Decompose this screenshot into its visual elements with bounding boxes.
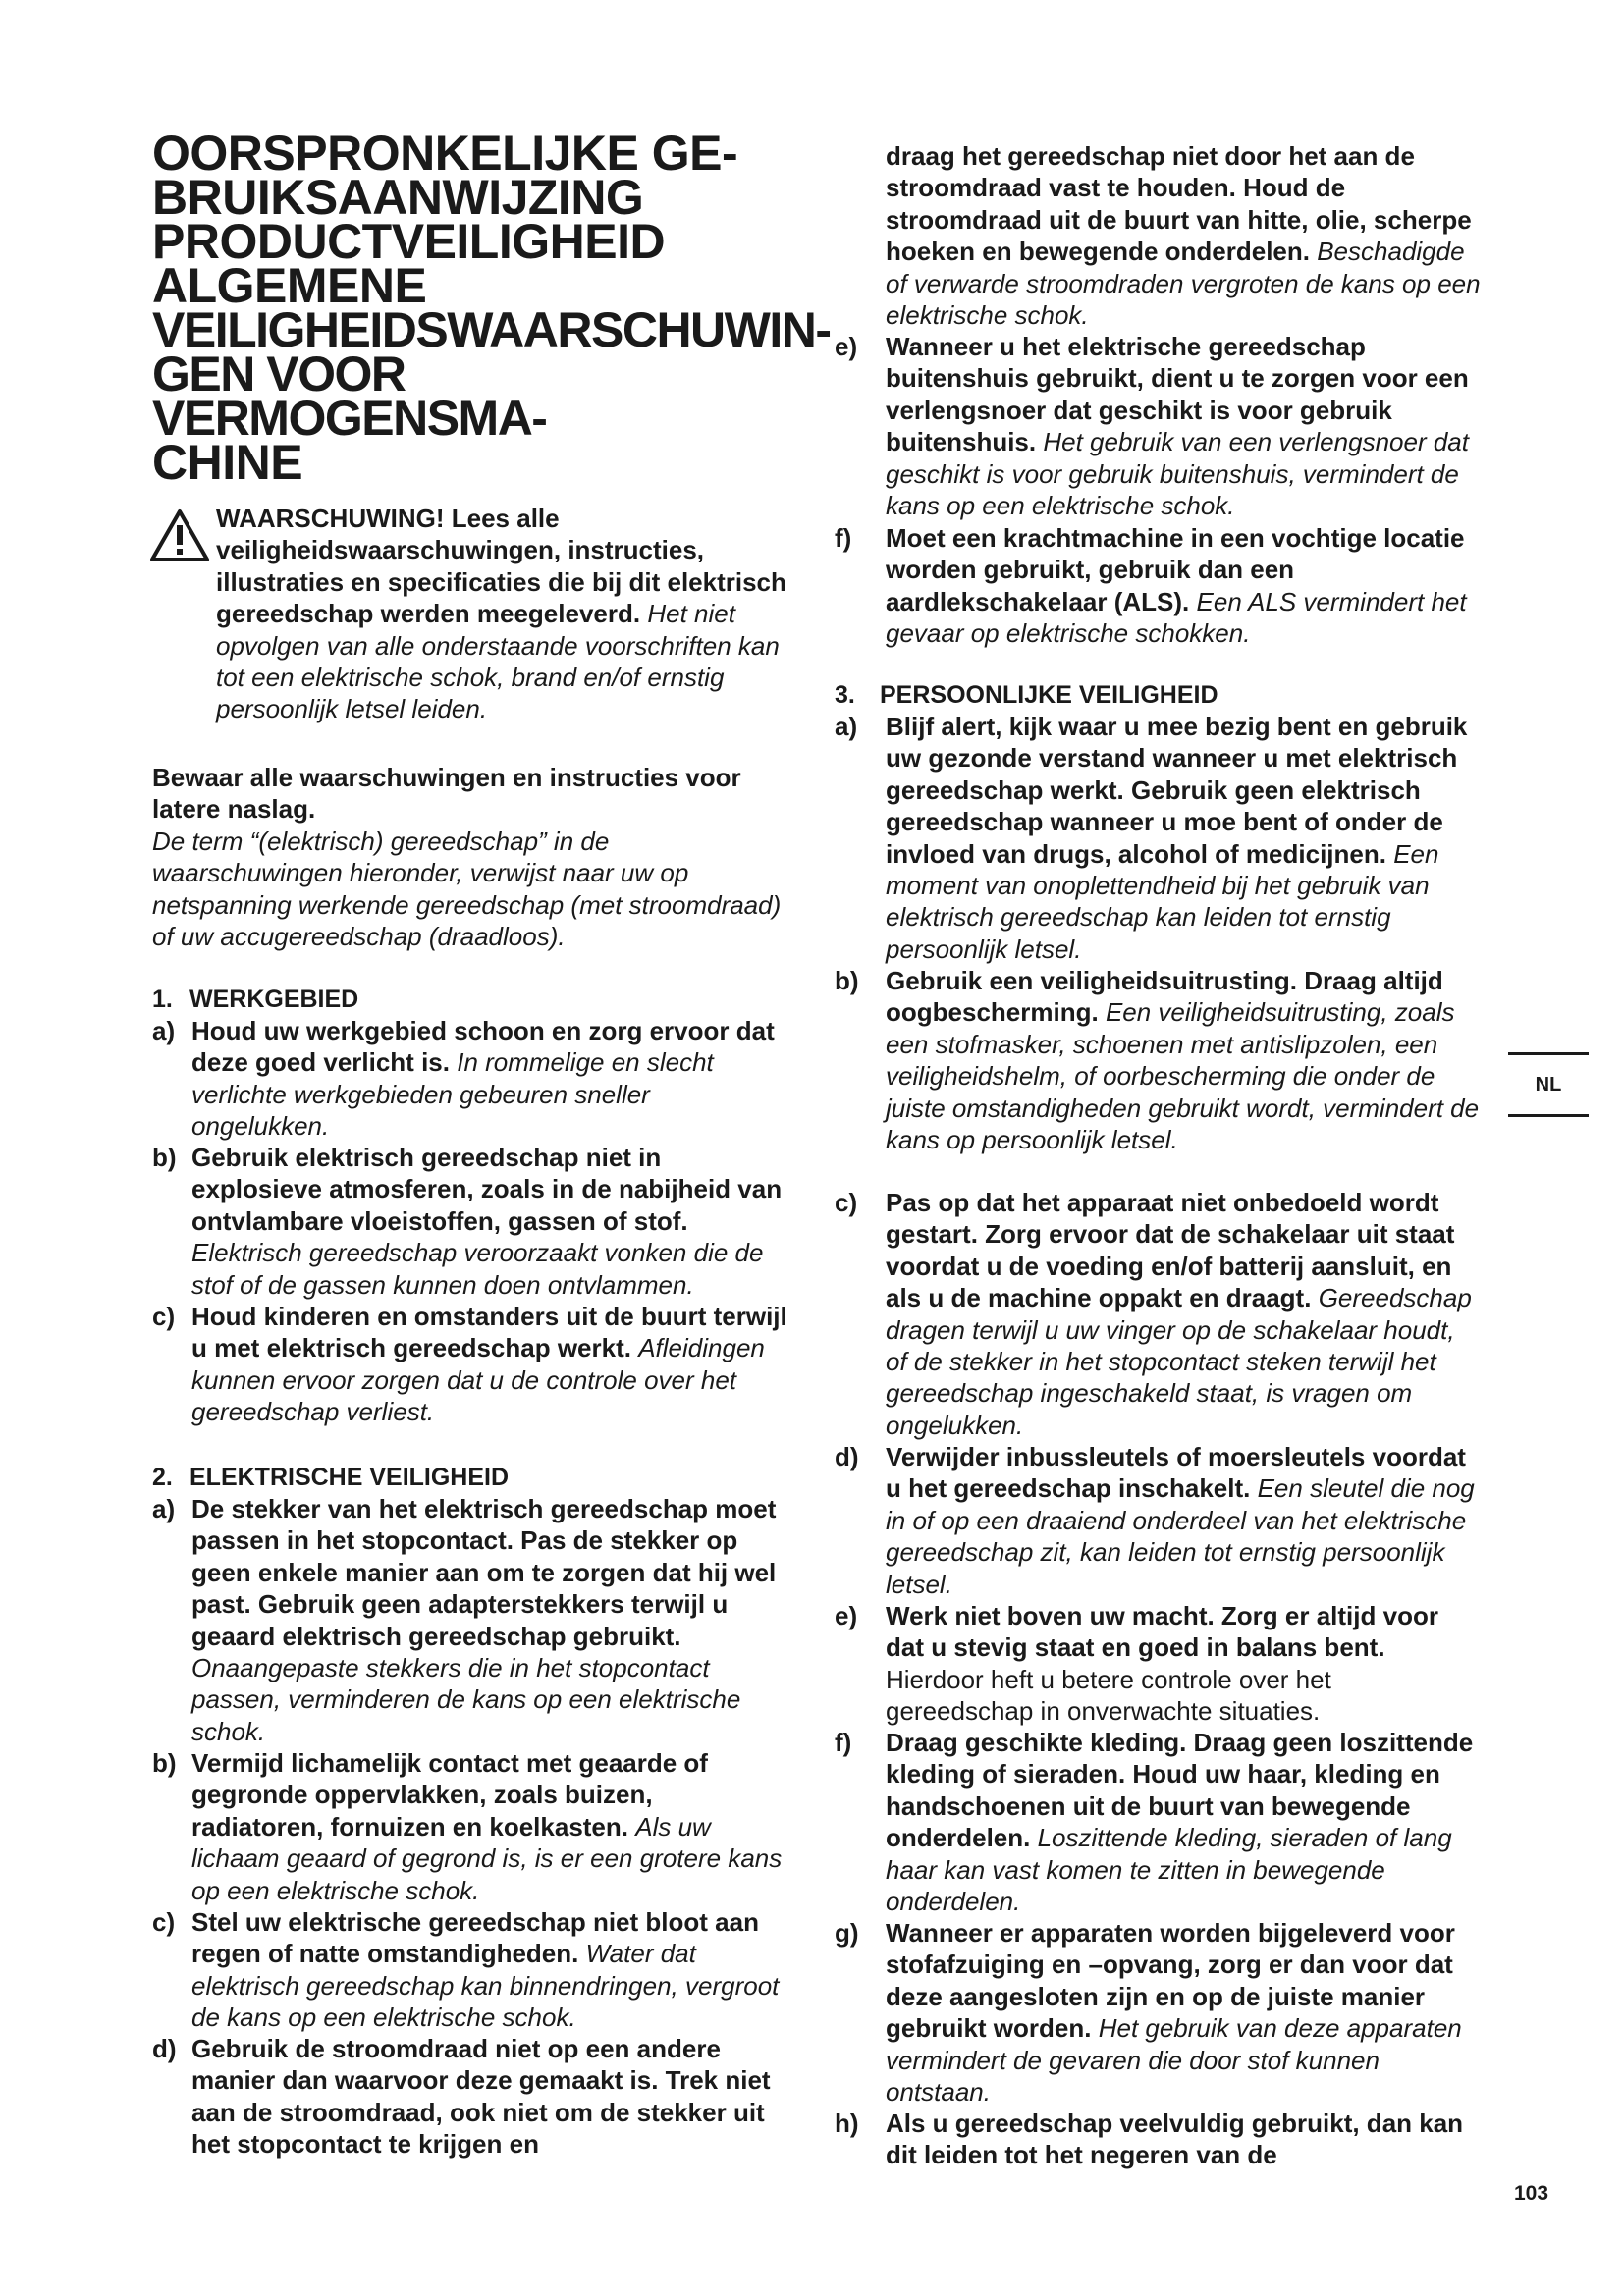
item-bold-text: Moet een krachtmachine in een vochtige locatie worden gebruikt, gebruik dan een aardlekschakelaar (ALS). [886,523,1465,616]
item-italic-text: Loszittende kleding, sieraden of lang haar kan vast komen te zitten in bewegende onderdelen. [886,1823,1452,1917]
item-bold-text: draag het gereedschap niet door het aan de stroomdraad vast te houden. Houd de stroomdraad uit de buurt van hitte, olie, scherpe hoeken en bewegende onderdelen. [886,141,1472,267]
item-label: a) [152,1016,176,1045]
item-label: d) [835,1442,859,1471]
section-heading-2 [152,1462,509,1493]
item-italic-text: Een moment van onoplettendheid bij het gebruik van elektrisch gereedschap kan leiden tot ernstig persoonlijk letsel. [886,838,1439,964]
item-bold-text: Wanneer u het elektrische gereedschap buitenshuis gebruikt, dient u te zorgen voor een verlengsnoer dat geschikt is voor gebruik buitenshuis. [886,332,1469,457]
item-italic-text: Gereedschap dragen terwijl u uw vinger op de schakelaar houdt, of de stekker in het stopcontact steken terwijl het gereedschap ingeschakeld staat, is vragen om ongelukken. [886,1283,1472,1440]
item-italic-text: Het gebruik van deze apparaten vermindert de gevaren die door stof kunnen ontstaan. [886,2013,1462,2108]
item-bold-text: Verwijder inbussleutels of moersleutels voordat u het gereedschap inschakelt. [886,1442,1466,1504]
item-bold-text: Vermijd lichamelijk contact met geaarde of gegronde oppervlakken, zoals buizen, radiatoren, fornuizen en koelkasten. [191,1748,708,1842]
list-item [835,1917,1483,2108]
warning-bold-text: WAARSCHUWING! Lees alle veiligheidswaarschuwingen, instructies, illustraties en specificaties die bij dit elektrisch gereedschap werden meegeleverd. [216,504,786,629]
list-item [152,2033,790,2161]
title-line: BRUIKSAANWIJZING [152,170,644,225]
list-item [152,1301,788,1428]
item-bold-text: Pas op dat het apparaat niet onbedoeld wordt gestart. Zorg ervoor dat de schakelaar uit staat voordat u de voeding en/of batterij aansluit, en als u de machine oppakt en draagt. [886,1188,1455,1313]
list-item [835,1441,1483,1600]
keep-instructions [152,762,790,952]
item-bold-text: Gebruik elektrisch gereedschap niet in explosieve atmosferen, zoals in de nabijheid van ontvlambare vloeistoffen, gassen of stof. [191,1143,783,1236]
list-item [835,1600,1483,1728]
list-item [835,965,1483,1155]
item-bold-text: Draag geschikte kleding. Draag geen loszittende kleding of sieraden. Houd uw haar, kleding en handschoenen uit de buurt van bewegende onderdelen. [886,1728,1474,1853]
keep-bold-text: Bewaar alle waarschuwingen en instructies voor latere naslag. [152,763,741,825]
title-line: VEILIGHEIDSWAARSCHUWIN- [152,302,831,357]
list-item [152,1142,788,1301]
item-label: e) [835,332,858,361]
item-bold-text: Stel uw elektrische gereedschap niet bloot aan regen of natte omstandigheden. [191,1907,759,1969]
warning-italic-text: Het niet opvolgen van alle onderstaande voorschriften kan tot een elektrische schok, brand en/of ernstig persoonlijk letsel leiden. [216,599,780,724]
item-label: h) [835,2109,859,2138]
list-item [835,2108,1483,2171]
item-bold-text: Wanneer er apparaten worden bijgeleverd voor stofafzuiging en –opvang, zorg er dan voor dat deze aangesloten zijn en op de juiste manier gebruikt worden. [886,1918,1455,2044]
title-line: GEN VOOR VERMOGENSMA- [152,347,547,446]
item-bold-text: Gebruik een veiligheidsuitrusting. Draag altijd oogbescherming. [886,966,1443,1028]
item-bold-text: Gebruik de stroomdraad niet op een andere manier dan waarvoor deze gemaakt is. Trek niet aan de stroomdraad, ook niet om de stekker uit het stopcontact te krijgen en [191,2034,771,2160]
section-number: 1. [152,986,173,1013]
item-italic-text: Een sleutel die nog in of op een draaiend onderdeel van het elektrische gereedschap zit, kan leiden tot ernstig persoonlijk letsel. [886,1473,1475,1599]
item-label: g) [835,1918,859,1948]
item-bold-text: Als u gereedschap veelvuldig gebruikt, dan kan dit leiden tot het negeren van de [886,2109,1464,2170]
list-item [835,522,1483,650]
list-item [152,1906,790,2034]
item-italic-text: Beschadigde of verwarde stroomdraden vergroten de kans op een elektrische schok. [886,237,1481,331]
item-italic-text: Water dat elektrisch gereedschap kan binnendringen, vergroot de kans op een elektrische schok. [191,1939,780,2033]
item-italic-text: Afleidingen kunnen ervoor zorgen dat u de controle over het gereedschap verliest. [191,1333,765,1427]
item-label: f) [835,523,852,553]
item-label: e) [835,1601,858,1630]
section-title: ELEKTRISCHE VEILIGHEID [189,1464,510,1491]
list-item [835,711,1483,965]
section-heading-1 [152,984,358,1015]
item-italic-text: Een veiligheidsuitrusting, zoals een stofmasker, schoenen met antislipzolen, een veiligheidshelm, of oorbescherming die onder de juiste omstandigheden gebruikt wordt, vermindert de kans op persoonlijk letsel. [886,997,1480,1155]
item-italic-text: Als uw lichaam geaard of gegrond is, is er een grotere kans op een elektrische schok. [191,1811,783,1905]
item-label: a) [835,712,858,741]
keep-italic-text: De term “(elektrisch) gereedschap” in de waarschuwingen hieronder, verwijst naar uw op netspanning werkende gereedschap (met stroomdraad) of uw accugereedschap (draadloos). [152,826,782,952]
item-bold-text: Houd uw werkgebied schoon en zorg ervoor dat deze goed verlicht is. [191,1016,775,1078]
item-label: b) [835,966,859,995]
item-text: Hierdoor heft u betere controle over het gereedschap in onverwachte situaties. [886,1664,1331,1727]
item-bold-text: Blijf alert, kijk waar u mee bezig bent en gebruik uw gezonde verstand wanneer u met elektrisch gereedschap werkt. Gebruik geen elektrisch gereedschap wanneer u moe bent of onder de invloed van drugs, alcohol of medicijnen. [886,712,1468,869]
general-warning [152,503,790,725]
section-number: 3. [835,681,855,709]
item-label: c) [152,1907,176,1937]
language-tab: NL [1508,1052,1589,1117]
item-label: d) [152,2034,177,2063]
item-italic-text: Het gebruik van een verlengsnoer dat geschikt is voor gebruik buitenshuis, vermindert de kans op een elektrische schok. [886,427,1469,521]
list-item-continued [835,140,1483,331]
title-line: CHINE [152,435,303,490]
section-heading-3 [835,679,1218,711]
warning-triangle-icon [149,508,210,563]
list-item [835,1187,1483,1441]
item-label: c) [835,1188,858,1217]
item-italic-text: Een ALS vermindert het gevaar op elektrische schokken. [886,586,1467,649]
item-label: c) [152,1302,176,1331]
item-label: a) [152,1494,176,1523]
section-title: PERSOONLIJKE VEILIGHEID [880,681,1218,709]
item-label: b) [152,1748,177,1778]
list-item [152,1493,790,1747]
list-item [152,1015,788,1143]
item-italic-text: Elektrisch gereedschap veroorzaakt vonken die de stof of de gassen kunnen doen ontvlammen. [191,1238,764,1300]
list-item [835,1727,1497,1917]
title-line: ALGEMENE [152,258,427,313]
title-line: OORSPRONKELIJKE GE- [152,126,738,181]
section-number: 2. [152,1464,173,1491]
item-bold-text: Houd kinderen en omstanders uit de buurt terwijl u met elektrisch gereedschap werkt. [191,1302,787,1363]
item-label: f) [835,1728,852,1757]
item-bold-text: De stekker van het elektrisch gereedschap moet passen in het stopcontact. Pas de stekker op geen enkele manier aan om te zorgen dat hij wel past. Gebruik geen adapterstekkers terwijl u geaard elektrisch gereedschap gebruikt. [191,1494,777,1651]
list-item [835,331,1483,521]
list-item [152,1747,790,1906]
item-italic-text: In rommelige en slecht verlichte werkgebieden gebeuren sneller ongelukken. [191,1047,714,1142]
title-line: PRODUCTVEILIGHEID [152,214,666,269]
page-title [152,126,831,490]
page-number: 103 [1514,2182,1549,2205]
item-italic-text: Onaangepaste stekkers die in het stopcontact passen, verminderen de kans op een elektrische schok. [191,1653,741,1746]
section-title: WERKGEBIED [189,986,359,1013]
item-label: b) [152,1143,177,1172]
item-bold-text: Werk niet boven uw macht. Zorg er altijd voor dat u stevig staat en goed in balans bent. [886,1601,1438,1663]
